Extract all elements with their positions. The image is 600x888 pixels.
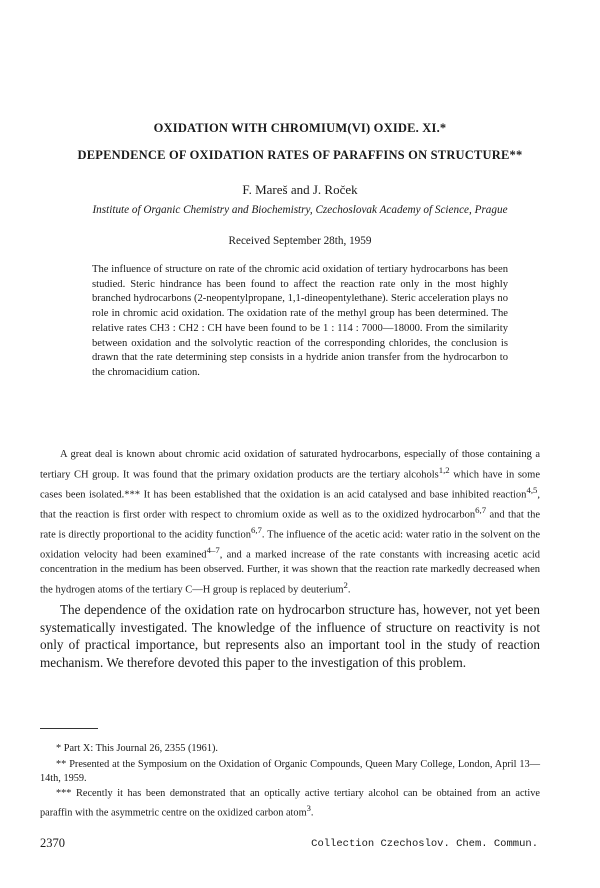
citation: 4,5 [526, 484, 538, 495]
intro-text: , that the reaction is first order with respect to chromium oxide as well as to the oxidized hydrocarbon [40, 489, 540, 521]
citation: 1,2 [438, 464, 450, 475]
footnote-3 [40, 787, 540, 821]
journal-name: Collection Czechoslov. Chem. Commun. [311, 838, 538, 850]
intro-text: A great deal is known about chromic acid oxidation of saturated hydrocarbons, especially of those containing a tertiary CH group. It was found that the primary oxidation products are the tertiary alcohols [40, 449, 540, 481]
citation: 3 [306, 803, 311, 814]
intro-text: . The influence of the acetic acid: water ratio in the solvent on the oxidation velocity had been examined [40, 529, 540, 561]
intro-paragraph [40, 448, 540, 598]
footnote-1: * Part X: This Journal 26, 2355 (1961). [56, 743, 218, 754]
page-number: 2370 [40, 836, 65, 850]
footnote-3-text: *** Recently it has been demonstrated that an optically active tertiary alcohol can be obtained from an active paraffin with the asymmetric centre on the oxidized carbon atom [40, 788, 540, 819]
footnote-2: ** Presented at the Symposium on the Oxidation of Organic Compounds, Queen Mary College, London, April 13—14th, 1959. [40, 759, 540, 785]
intro-text: , and a marked increase of the rate constants with increasing acetic acid concentration in the medium has been observed. Further, it was shown that the reaction rate markedly decreased when the hydrogen atoms of the tertiary C—H group is replaced by deuterium [40, 549, 540, 596]
citation: 6,7 [475, 504, 487, 515]
abstract: The influence of structure on rate of the chromic acid oxidation of tertiary hydrocarbons has been studied. Steric hindrance has been found to affect the reaction rate only in the most highly branched hydrocarbons (2-neopentylpropane, 1,1-dineopentylethane). Steric acceleration plays no role in chromic acid oxidation. The oxidation rate of the methyl group has been determined. The relative rates CH3 : CH2 : CH have been found to be 1 : 114 : 7000—18000. From the similarity between oxidation and the solvolytic reaction of the corresponding chlorides, the conclusion is drawn that the rate determining step consists in a hydride anion transfer from the hydrocarbon to the chromacidium cation. [92, 264, 508, 378]
footnote-rule [40, 728, 98, 729]
affiliation: Institute of Organic Chemistry and Biochemistry, Czechoslovak Academy of Science, Prague [92, 204, 508, 216]
footnote-3-end: . [310, 807, 314, 819]
body-paragraph: The dependence of the oxidation rate on hydrocarbon structure has, however, not yet been systematically investigated. The knowledge of the influence of structure on reactivity is not only of practical importance, but represents also an important tool in the study of reaction mechanism. We therefore devoted this paper to the investigation of this problem. [40, 602, 540, 670]
intro-text: and that the rate is directly proportional to the acidity function [40, 509, 541, 541]
received-date: Received September 28th, 1959 [228, 235, 372, 247]
citation: 2 [343, 579, 348, 590]
citation: 4–7 [206, 544, 220, 555]
article-title-line-2: DEPENDENCE OF OXIDATION RATES OF PARAFFINS ON STRUCTURE** [77, 148, 523, 162]
citation: 6,7 [250, 524, 262, 535]
intro-text: . [347, 584, 351, 596]
intro-text: which have in some cases been isolated.*** It has been established that the oxidation is an acid catalysed and base inhibited reaction [40, 469, 540, 501]
authors: F. Mareš and J. Roček [242, 182, 358, 197]
article-title-line-1: OXIDATION WITH CHROMIUM(VI) OXIDE. XI.* [153, 121, 447, 135]
